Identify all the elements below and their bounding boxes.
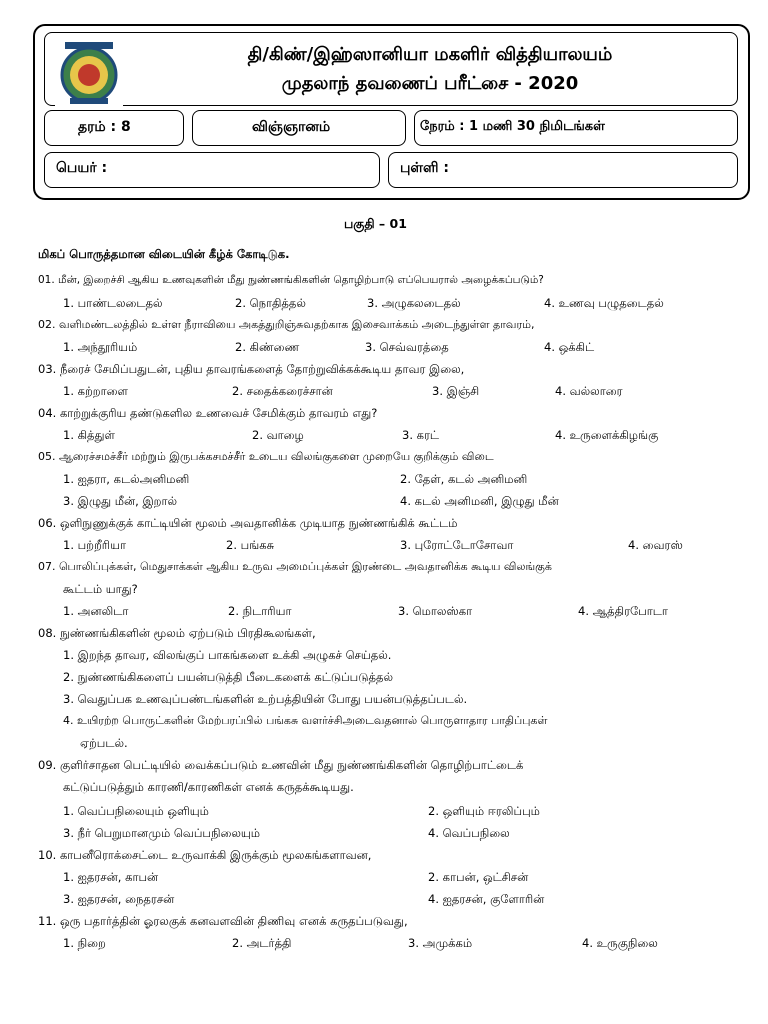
- exam-title: முதலாந் தவணைப் பரீட்சை - 2020: [281, 73, 579, 94]
- marks-label: புள்ளி :: [400, 160, 449, 176]
- school-name: தி/கிண்/இஹ்ஸானியா மகளிர் வித்தியாலயம்: [247, 44, 613, 65]
- q09-option-1: 1. வெப்பநிலையும் ஒளியும்: [63, 804, 209, 818]
- q04-option-3: 3. கரட்: [402, 428, 440, 442]
- question-01: 01. மீன், இறைச்சி ஆகிய உணவுகளின் மீது நுண்ணங்கிகளின் தொழிற்பாடு எப்பெயரால் அழைக்கப்படும்?: [38, 274, 544, 286]
- question-06: 06. ஒளிநுணுக்குக் காட்டியின் மூலம் அவதானிக்க முடியாத நுண்ணங்கிக் கூட்டம்: [38, 516, 458, 530]
- q02-option-3: 3. செவ்வரத்தை: [365, 340, 449, 354]
- q02-option-4: 4. ஒக்கிட்: [544, 340, 595, 354]
- q04-option-1: 1. கித்துள்: [63, 428, 115, 442]
- q02-option-1: 1. அந்தூரியம்: [63, 340, 138, 354]
- q01-option-1: 1. பாண்டலடைதல்: [63, 296, 163, 310]
- question-08: 08. நுண்ணங்கிகளின் மூலம் ஏற்படும் பிரதிகூலங்கள்,: [38, 626, 316, 640]
- q03-option-2: 2. சதைக்கரைச்சான்: [232, 384, 333, 398]
- question-02: 02. வளிமண்டலத்தில் உள்ள நீராவியை அகத்துறிஞ்சுவதற்காக இசைவாக்கம் அடைந்துள்ள தாவரம்,: [38, 318, 535, 331]
- question-11: 11. ஒரு பதார்த்தின் ஓரலகுக் கனவளவின் திணிவு எனக் கருதப்படுவது,: [38, 914, 408, 928]
- q11-option-1: 1. நிறை: [63, 936, 106, 950]
- question-09-cont: கட்டுப்படுத்தும் காரணி/காரணிகள் எனக் கருதக்கூடியது.: [63, 780, 354, 794]
- instruction: மிகப் பொருத்தமான விடையின் கீழ்க் கோடிடுக.: [38, 247, 290, 261]
- q10-option-2: 2. காபன், ஒட்சிசன்: [428, 870, 529, 884]
- q04-option-4: 4. உருளைக்கிழங்கு: [555, 428, 659, 442]
- q09-option-2: 2. ஒளியும் ஈரலிப்பும்: [428, 804, 540, 818]
- q02-option-2: 2. கிண்ணை: [235, 340, 300, 354]
- q07-option-3: 3. மொலஸ்கா: [398, 604, 473, 618]
- q03-option-1: 1. கற்றாளை: [63, 384, 128, 398]
- q05-option-4: 4. கடல் அனிமனி, இழுது மீன்: [400, 494, 559, 508]
- q05-option-2: 2. தேள், கடல் அனிமனி: [400, 472, 528, 486]
- q06-option-2: 2. பங்கசு: [226, 538, 275, 552]
- q07-option-1: 1. அனலிடா: [63, 604, 129, 618]
- q01-option-4: 4. உணவு பழுதடைதல்: [544, 296, 664, 310]
- time-label: நேரம் : 1 மணி 30 நிமிடங்கள்: [420, 119, 605, 134]
- q11-option-3: 3. அமுக்கம்: [408, 936, 473, 950]
- q08-option-4-cont: ஏற்படல்.: [80, 736, 128, 750]
- q04-option-2: 2. வாழை: [252, 428, 304, 442]
- q05-option-3: 3. இழுது மீன், இறால்: [63, 494, 178, 508]
- question-03: 03. நீரைச் சேமிப்பதுடன், புதிய தாவரங்களைத் தோற்றுவிக்கக்கூடிய தாவர இலை,: [38, 362, 465, 376]
- q10-option-3: 3. ஐதரசன், நைதரசன்: [63, 892, 175, 906]
- q05-option-1: 1. ஐதரா, கடல்அனிமனி: [63, 472, 190, 486]
- question-07: 07. பொலிப்புக்கள், மெதுசாக்கள் ஆகிய உருவ அமைப்புக்கள் இரண்டை அவதானிக்க கூடிய விலங்குக்: [38, 560, 552, 573]
- question-07-cont: கூட்டம் யாது?: [63, 582, 138, 596]
- q08-option-2: 2. நுண்ணங்கிகளைப் பயன்படுத்தி பீடைகளைக் கட்டுப்படுத்தல்: [63, 670, 394, 684]
- q06-option-4: 4. வைரஸ்: [628, 538, 683, 552]
- question-09: 09. குளிர்சாதன பெட்டியில் வைக்கப்படும் உணவின் மீது நுண்ணங்கிகளின் தொழிற்பாட்டைக்: [38, 758, 524, 772]
- subject-label: விஞ்ஞானம்: [252, 119, 331, 135]
- q11-option-2: 2. அடர்த்தி: [232, 936, 292, 950]
- q01-option-3: 3. அழுகலடைதல்: [367, 296, 461, 310]
- question-04: 04. காற்றுக்குரிய தண்டுகளில உணவைச் சேமிக்கும் தாவரம் எது?: [38, 406, 378, 420]
- name-label: பெயர் :: [56, 160, 108, 176]
- section-heading: பகுதி – 01: [344, 216, 407, 231]
- school-logo: [55, 40, 123, 106]
- q07-option-4: 4. ஆத்திரபோடா: [578, 604, 668, 618]
- question-10: 10. காபனீரொக்சைட்டை உருவாக்கி இருக்கும் மூலகங்களாவன,: [38, 848, 372, 862]
- q06-option-3: 3. புரோட்டோசோவா: [400, 538, 514, 552]
- q08-option-3: 3. வெதுப்பக உணவுப்பண்டங்களின் உற்பத்தியின் போது பயன்படுத்தப்படல்.: [63, 692, 468, 706]
- q09-option-4: 4. வெப்பநிலை: [428, 826, 510, 840]
- q10-option-4: 4. ஐதரசன், குளோரின்: [428, 892, 545, 906]
- q03-option-3: 3. இஞ்சி: [432, 384, 480, 398]
- q11-option-4: 4. உருகுநிலை: [582, 936, 658, 950]
- q03-option-4: 4. வல்லாரை: [555, 384, 623, 398]
- q09-option-3: 3. நீர் பெறுமானமும் வெப்பநிலையும்: [63, 826, 261, 840]
- grade-label: தரம் : 8: [78, 119, 131, 135]
- q08-option-1: 1. இறந்த தாவர, விலங்குப் பாகங்களை உக்கி அழுகச் செய்தல்.: [63, 648, 392, 662]
- q08-option-4: 4. உயிரற்ற பொருட்களின் மேற்பரப்பில் பங்கசு வளர்ச்சிஅடைவதனால் பொருளாதார பாதிப்புகள்: [63, 714, 548, 727]
- q01-option-2: 2. நொதித்தல்: [235, 296, 306, 310]
- q06-option-1: 1. பற்றீரியா: [63, 538, 126, 552]
- question-05: 05. ஆரைச்சமச்சீர் மற்றும் இருபக்கசமச்சீர் உடைய விலங்குகளை முறையே குறிக்கும் விடை: [38, 450, 494, 463]
- q07-option-2: 2. நிடாரியா: [228, 604, 292, 618]
- q10-option-1: 1. ஐதரசன், காபன்: [63, 870, 159, 884]
